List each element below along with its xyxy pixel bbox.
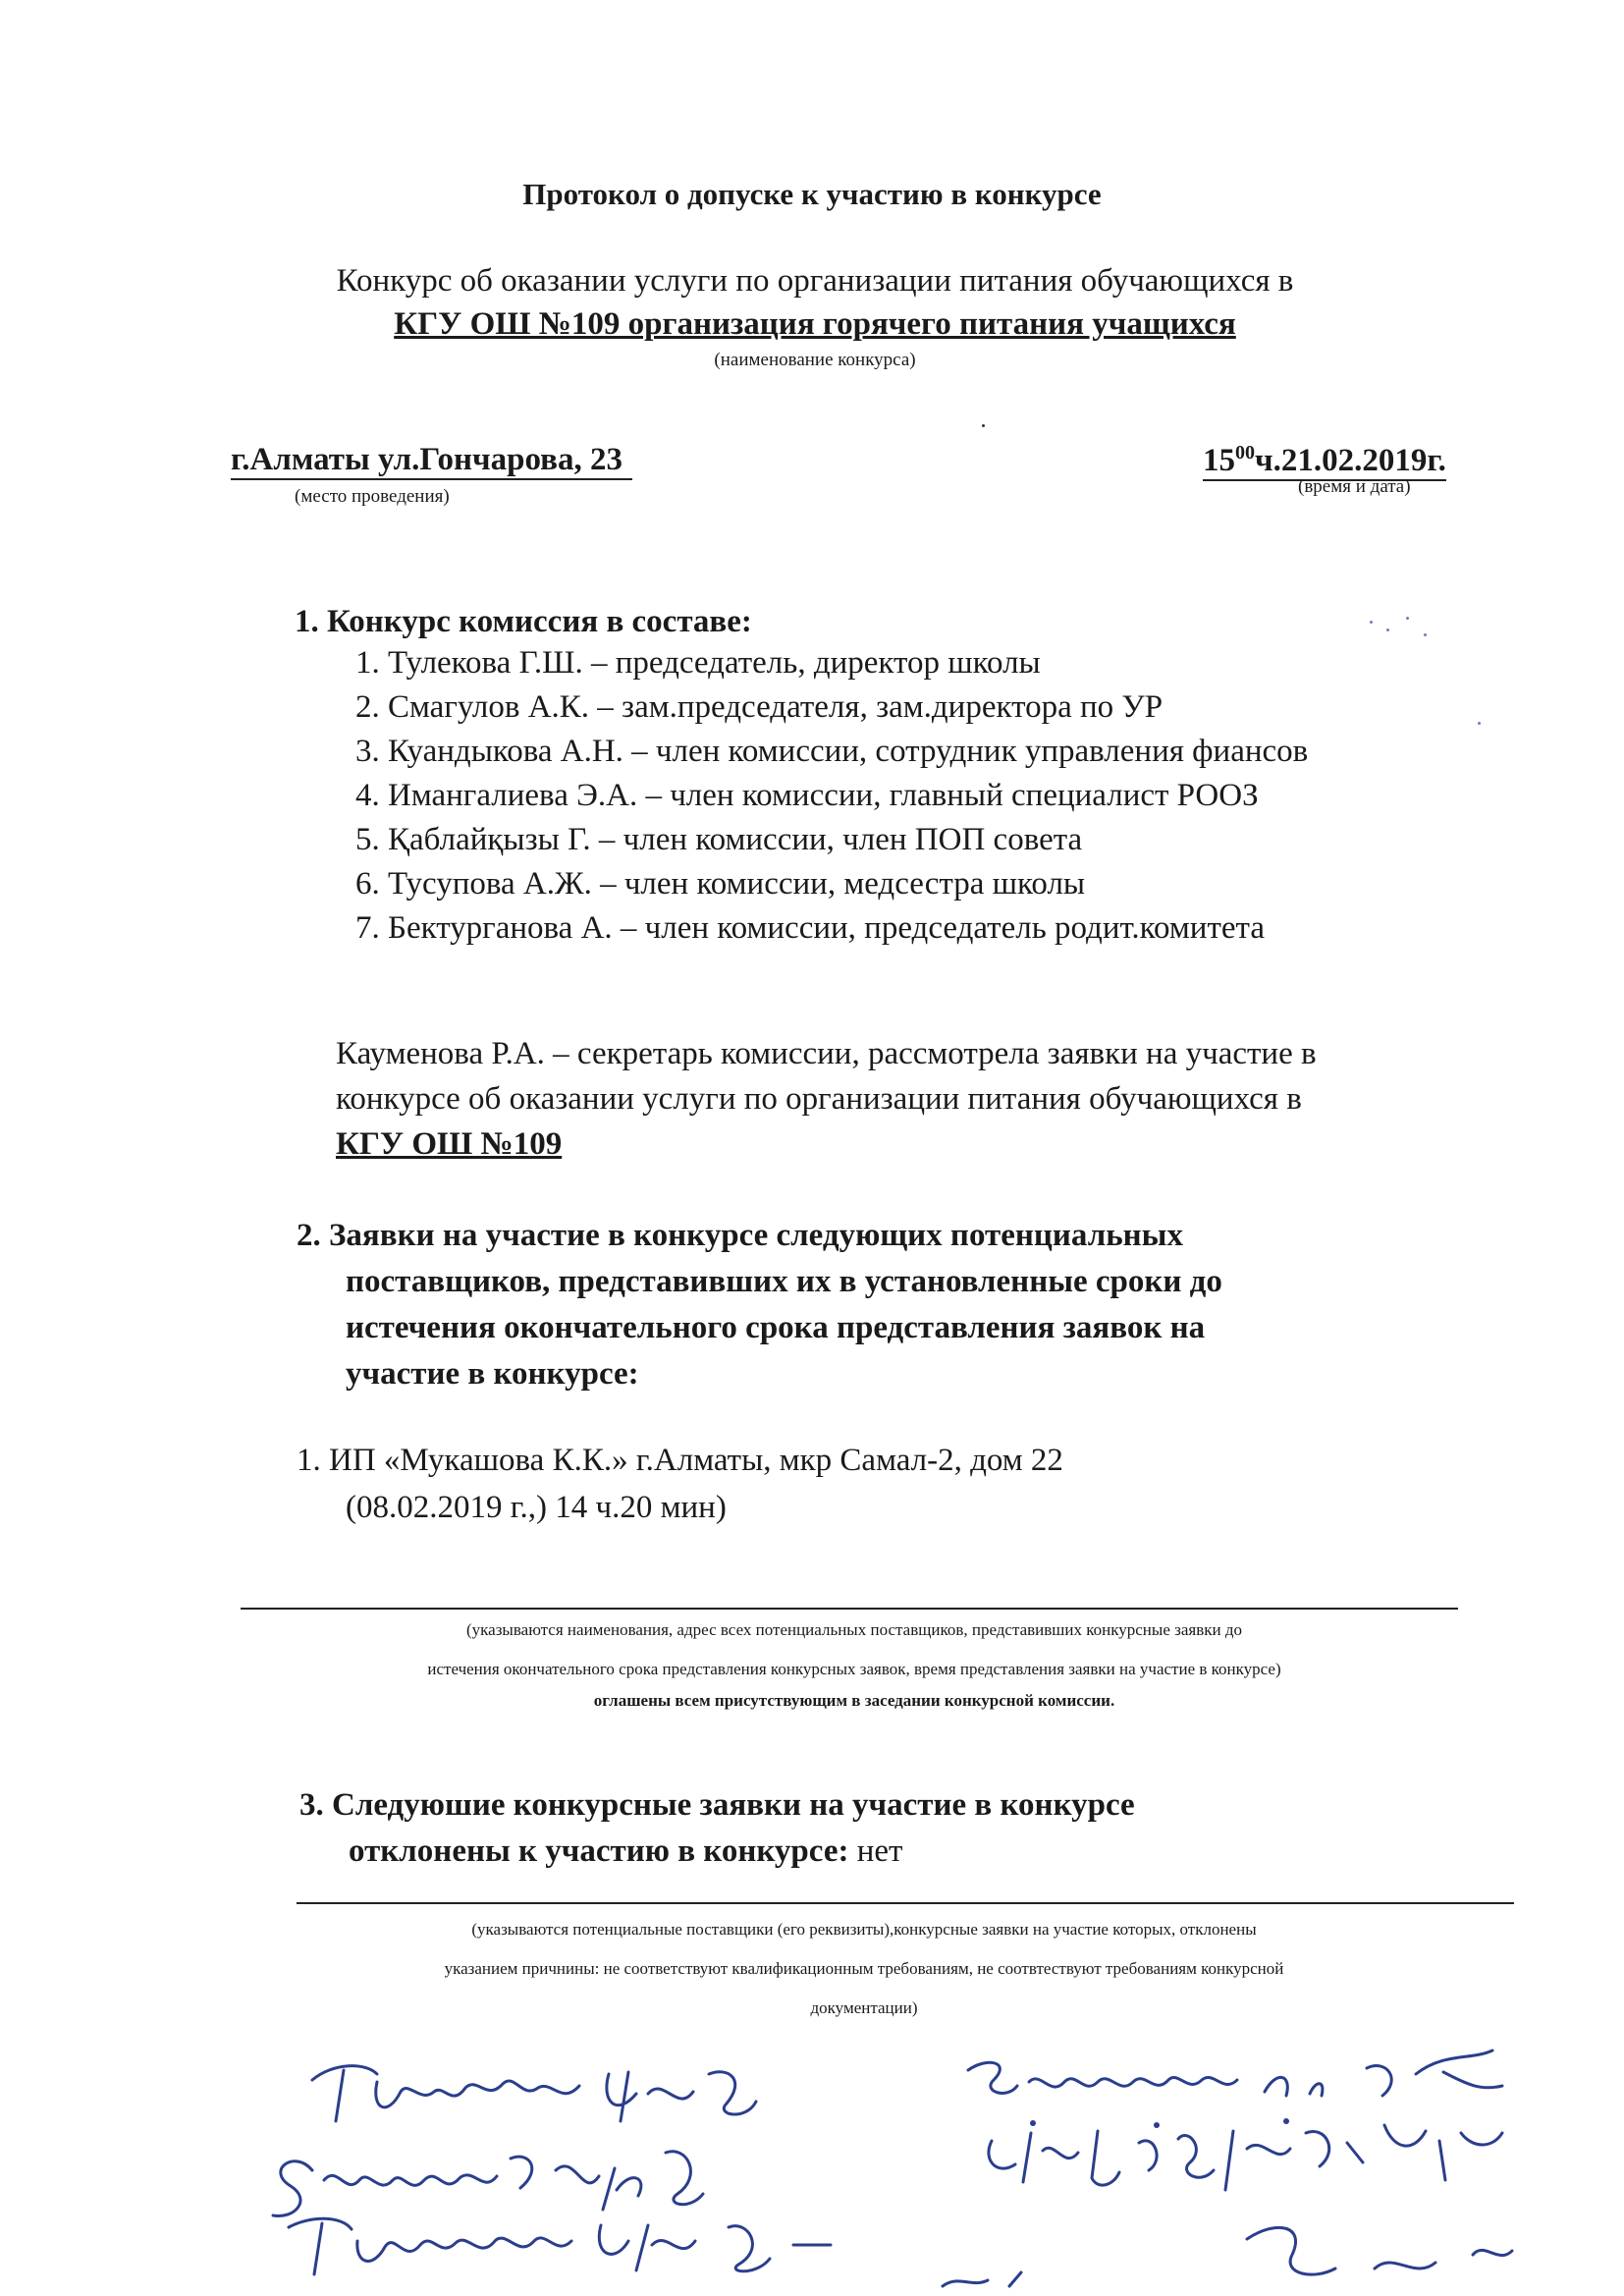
- signature-tulekova: [312, 2066, 756, 2121]
- fill-line: [297, 1902, 1514, 1904]
- list-item: 3. Куандыкова А.Н. – член комиссии, сотрудник управления фианcов: [355, 734, 1309, 769]
- contest-line-1: Конкурс об оказании услуги по организации питания обучающихся в: [336, 263, 1294, 299]
- place-caption: (место проведения): [295, 486, 450, 507]
- datetime-caption: (время и дата): [1298, 476, 1411, 497]
- contest-caption: (наименование конкурса): [714, 350, 916, 370]
- scan-speck: [1478, 722, 1481, 725]
- scan-speck: [1424, 633, 1427, 636]
- section3-heading: [299, 1782, 1135, 1875]
- section3-heading-line-1: 3. Следуюшие конкурсные заявки на участие в конкурсе: [299, 1787, 1135, 1823]
- section2-heading-line: участие в конкурсе:: [346, 1356, 639, 1392]
- section3-note-line-1: (указываются потенциальные поставщики (его реквизиты),конкурсные заявки на участие которых, отклонены: [471, 1920, 1257, 1939]
- signatures-area: [0, 2023, 1624, 2296]
- fill-line: [241, 1608, 1458, 1610]
- secretary-line-3: КГУ ОШ №109: [336, 1126, 563, 1162]
- place-value: г.Алматы ул.Гончарова, 23: [231, 442, 632, 480]
- application-line-1: 1. ИП «Мукашова К.К.» г.Алматы, мкр Самал-2, дом 22: [297, 1443, 1063, 1478]
- signature-bottom-fragments: [943, 2227, 1512, 2286]
- section3-note-line-3: документации): [810, 1998, 918, 2017]
- application-entry: [297, 1437, 1063, 1531]
- datetime-hour: 15: [1203, 443, 1235, 478]
- secretary-line-1: Кауменова Р.А. – секретарь комиссии, рассмотрела заявки на участие в: [336, 1036, 1317, 1071]
- section3-note-line-2: указанием причнины: не соответствуют квалификационным требованиям, не соотвтествуют требованиям конкурсной: [444, 1959, 1284, 1978]
- section2-note: [226, 1611, 1483, 1689]
- document-title: Протокол о допуске к участию в конкурсе: [522, 177, 1102, 211]
- ink-dot: [1283, 2118, 1289, 2124]
- scan-speck: [1406, 617, 1409, 620]
- list-item: 7. Бектурганова А. – член комиссии, председатель родит.комитета: [355, 910, 1265, 946]
- application-line-2: (08.02.2019 г.,) 14 ч.20 мин): [346, 1490, 727, 1525]
- list-item: 4. Имангалиева Э.А. – член комиссии, главный специалист РООЗ: [355, 778, 1259, 813]
- scan-speck: [1370, 621, 1373, 624]
- list-item: 1. Тулекова Г.Ш. – председатель, директор школы: [355, 645, 1041, 681]
- datetime-rest: ч.21.02.2019г.: [1255, 443, 1446, 478]
- scan-speck: [982, 424, 985, 427]
- signature-bekturganova: [968, 2050, 1502, 2096]
- scan-speck: [1386, 629, 1389, 631]
- signature-tusupova: [289, 2218, 831, 2274]
- section3-rejected-value: нет: [848, 1833, 903, 1869]
- section2-heading-line: поставщиков, представивших их в установленные сроки до: [346, 1264, 1222, 1299]
- section2-heading: [297, 1213, 1222, 1397]
- ink-dot: [1154, 2122, 1160, 2128]
- datetime-value: [1203, 442, 1446, 481]
- section3-note: [226, 1910, 1502, 2028]
- secretary-paragraph: [336, 1031, 1317, 1167]
- list-item: 2. Смагулов А.К. – зам.председателя, зам.директора по УР: [355, 689, 1164, 725]
- commission-members-list: [355, 641, 1308, 951]
- section2-heading-line: 2. Заявки на участие в конкурсе следующих потенциальных: [297, 1218, 1183, 1253]
- list-item: 5. Қаблайқызы Г. – член комиссии, член ПОП совета: [355, 822, 1083, 857]
- section2-announced: оглашены всем присутствующим в заседании конкурсной комиссии.: [593, 1691, 1115, 1710]
- section3-heading-line-2: отклонены к участию в конкурсе:: [349, 1833, 849, 1869]
- list-item: 6. Тусупова А.Ж. – член комиссии, медсестра школы: [355, 866, 1086, 902]
- contest-line-2: КГУ ОШ №109 организация горячего питания учащихся: [394, 306, 1236, 342]
- secretary-line-2: конкурсе об оказании услуги по организации питания обучающихся в: [336, 1081, 1302, 1117]
- section2-note-line-2: истечения окончательного срока представления конкурсных заявок, время представления заявки на участие в конкурсе): [427, 1660, 1281, 1678]
- section2-heading-line: истечения окончательного срока представления заявок на: [346, 1310, 1206, 1345]
- section2-note-line-1: (указываются наименования, адрес всех потенциальных поставщиков, представивших конкурсные заявки до: [466, 1620, 1242, 1639]
- section1-heading: 1. Конкурс комиссия в составе:: [295, 604, 752, 639]
- ink-dot: [1030, 2120, 1036, 2126]
- signature-kablaikyzy: [989, 2118, 1502, 2190]
- datetime-minutes: 00: [1235, 442, 1255, 464]
- signature-smagulov: [273, 2152, 703, 2216]
